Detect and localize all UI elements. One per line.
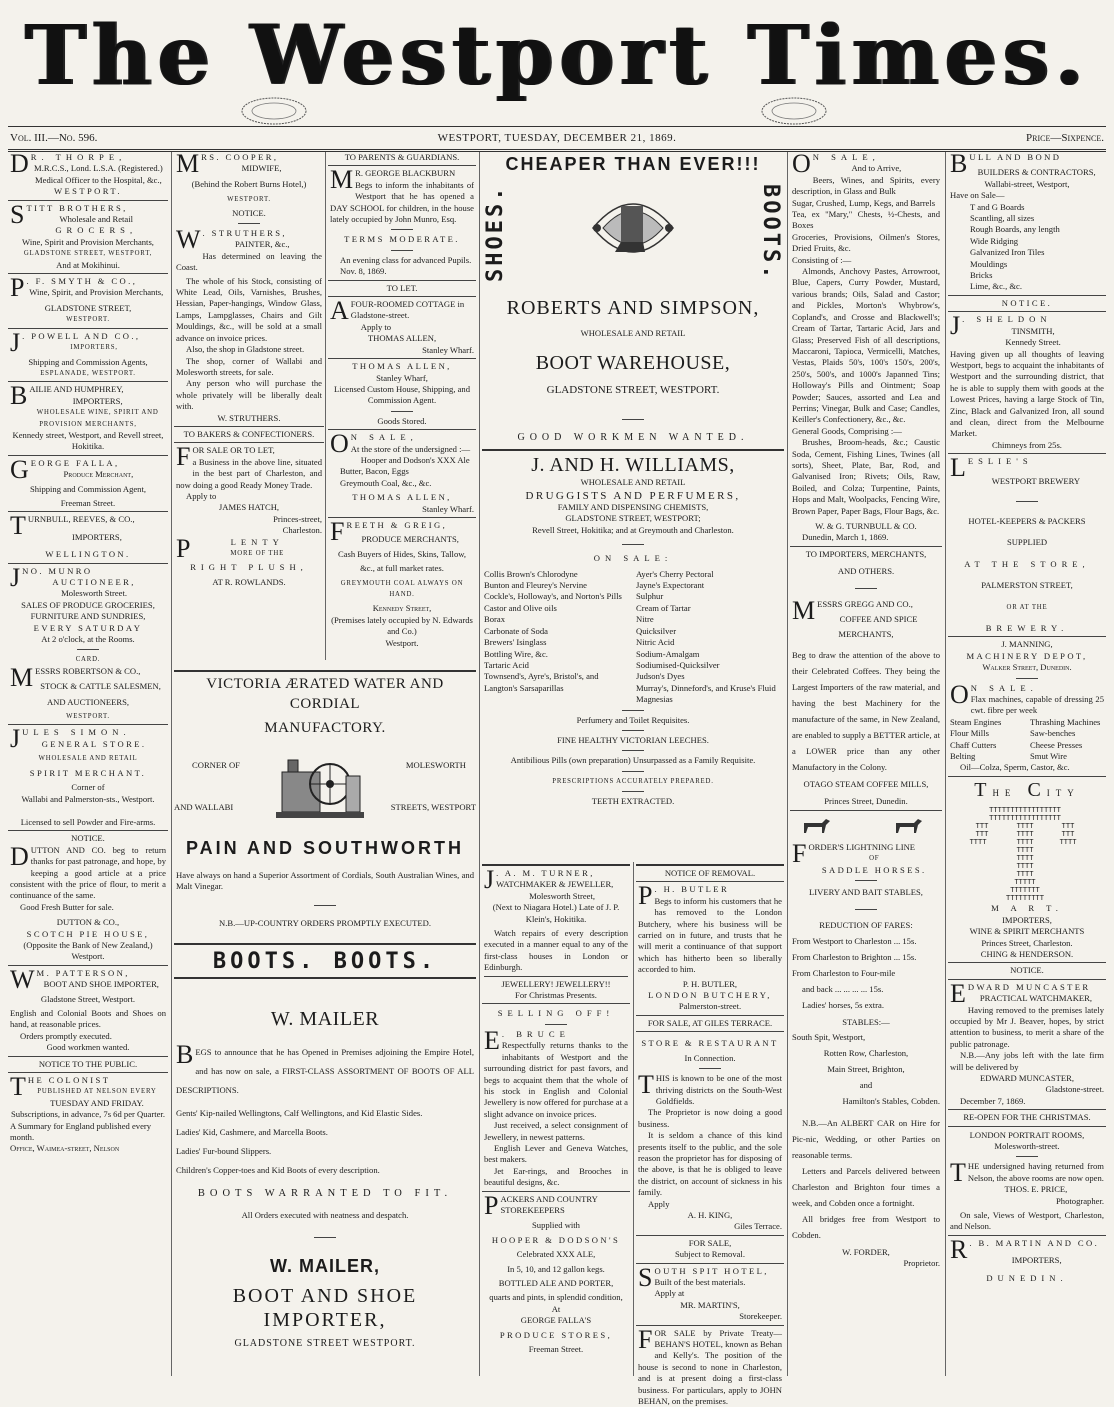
mailer-name-2: W. MAILER, — [270, 1256, 380, 1277]
issue-date: WESTPORT, TUESDAY, DECEMBER 21, 1869. — [437, 132, 677, 144]
ad-turner: J . A. M. TURNER, WATCHMAKER & JEWELLER, Molesworth Street, (Next to Niagara Hotel.) Late of J. P. Klein's, Hokitika. Watch repairs of every description executed in a manner equal to any of the first-class houses in London or Edinburgh. JEWELLERY! JEWELLERY!! For Christmas Presents. — [484, 865, 628, 1001]
column-6: B ULL AND BOND BUILDERS & CONTRACTORS, Wallabi-street, Westport, Have on Sale— T and G Boards Scantling, all sizes Rough Boards, any length Wide Ridging Galvanized Iron Tiles Mouldings Bricks Lime, &c., &c. NOTICE. J . SHELDON TINSMITH, Kennedy Street. Having given up all thoughts of leaving Westport, begs to acquaint the inhabitants of Westport and the surrounding district, that he is able to supply them with goods at the Lowest Prices, having a large Stock of Tin, Zinc, Black and Galvanized Iron, all sound and clean, direct from the Melbourne Market. Chimneys from 25s. L ESLIE'S WESTPORT BREWERY HOTEL-KEEPERS & PACKERS SUPPLIED AT THE STORE, PALMERSTON STREET, OR AT THE BREWERY. J. MANNING, MACHINERY DEPOT, Walker Street, Dunedin. O N SALE. Flax machines, capable of dressing 25 cwt. fibre per week Steam Engines Flour Mills Chaff Cutters Belting Thrashing Machines Saw-benches Cheese Presses Smut Wire Oil—Colza, Sperm, Castor, &c. THE CITY TTTTTTTTTTTTTTTTT TTTTTTTTTTTTTTTTT TTT TTTT TTT TTT TTTT TTT TTTT TTTT TTTT TTTT TTTT TTTT TTTT TTTTT TTTTTTT TTTTTTTTT M A R T. IMPORTERS, WINE & SPIRIT MERCHANTS Princes Street, Charleston. CHING & HENDERSON. NOTICE. E DWARD MUNCASTER PRACTICAL WATCHMAKER, Having removed to the premises lately occupied by Mr J. Beaver, hopes, by strict attention to business, to merit a share of the public patronage. N.B.—Any jobs left with the late firm will be delivered by EDWARD MUNCASTER, Gladstone-street. December 7, 1869. RE-OPEN FOR THE CHRISTMAS. LONDON PORTRAIT ROOMS, Molesworth-street. T HE undersigned having returned from Nelson, the above rooms are now open. THOS. E. PRICE, Photographer. On sale, Views of Westport, Charleston, and Nelson. R . B. MARTIN AND CO. IMPORTERS, DUNEDIN. — [950, 149, 1104, 1283]
public-notice-heading: NOTICE TO THE PUBLIC. — [38, 1058, 138, 1069]
divider — [8, 1072, 168, 1073]
newspaper-title: The Westport Times. — [24, 8, 1090, 104]
svg-text:TTT: TTT — [975, 829, 989, 838]
ad-city-mart: THE CITY TTTTTTTTTTTTTTTTT TTTTTTTTTTTTTTTTT TTT TTTT TTT TTT TTTT TTT TTTT TTTT TTTT TTTT TTTT TTTT TTTT TTTTT TTTTTTT TTTTTTTTT M A R T. IMPORTERS, WINE & SPIRIT MERCHANTS Princes Street, Charleston. CHING & HENDERSON. — [950, 779, 1104, 960]
mailer-items: Gents' Kip-nailed Wellingtons, Calf Wellingtons, and Kid Elastic Sides. Ladies' Kid, Cashmere, and Marcella Boots. Ladies' Fur-bound Slippers. Children's Copper-toes and Kid Boots of every description. — [176, 1108, 423, 1176]
ad-falla: G EORGE FALLA, Produce Merchant, Shipping and Commission Agent, Freeman Street. — [10, 454, 147, 508]
shoes-vertical-label: SHOES. — [483, 184, 508, 282]
ad-on-sale-allen: O N SALE, At the store of the undersigned :— Hooper and Dodson's XXX Ale Butter, Bacon, Eggs Greymouth Coal, &c., &c. THOMAS ALLEN, Stanley Wharf. — [330, 429, 474, 514]
svg-text:TTTT: TTTT — [1016, 829, 1034, 838]
ad-martin-dunedin: R . B. MARTIN AND CO. IMPORTERS, DUNEDIN. — [950, 1234, 1100, 1283]
ad-mrs-cooper: M RS. COOPER, MIDWIFE, (Behind the Robert Burns Hotel,) WESTPORT. — [176, 149, 307, 204]
svg-text:TTTT: TTTT — [1016, 821, 1034, 830]
stamp-seal-right — [760, 96, 828, 126]
boots-heading: BOOTS. BOOTS. — [212, 949, 438, 975]
ad-bruce: E . BRUCE Respectfully returns thanks to the inhabitants of Westport and the surrounding district for past favors, and begs to acquaint them that the whole of his stock in English and Colonial Jewellery is now offered for purchase at a slight advance on invoice prices. Just received, a select consignment of Jewellery, in newest patterns. English Lever and Geneva Watches, best makers. Jet Ear-rings, and Brooches in beautiful designs, &c. — [484, 1025, 628, 1188]
divider — [328, 296, 476, 297]
horse-engravings — [792, 813, 940, 839]
drug-list-left: Collis Brown's Chlorodyne Bunton and Fleurey's Nervine Cockle's, Holloway's, and Norton's Pills Castor and Olive oils Borax Carbonate of Soda Brewers' Isinglass Bottling Wire, &c. Tartaric Acid Townsend's, Ayre's, Bristol's, and Langton's Sarsaparillas — [484, 568, 622, 693]
ad-thomas-allen-agent: THOMAS ALLEN, Stanley Wharf, Licensed Custom House, Shipping, and Commission Agent. Goods Stored. — [333, 361, 471, 426]
divider — [8, 455, 168, 456]
svg-text:TTTTT: TTTTT — [1014, 877, 1036, 886]
ad-baillie: B AILIE AND HUMPHREY, IMPORTERS, WHOLESALE WINE, SPIRIT AND PROVISION MERCHANTS, Kennedy street, Westport, and Revell street, Hokitika. — [10, 381, 164, 452]
svg-text:TTTTTTTTTTTTTTTTT: TTTTTTTTTTTTTTTTT — [989, 813, 1061, 822]
svg-text:TTTT: TTTT — [1016, 853, 1034, 862]
ad-struthers: W . STRUTHERS, PAINTER, &c., Has determined on leaving the Coast. The whole of his Stock, consisting of White Lead, Oils, Varnishes, Brushes, Hessian, Paper-hangings, Window Glass, Lamps, Lampglasses, Chairs and Gilt Mouldings, &c., will be sold at a small advance on invoice prices. Also, the shop in Gladstone street. The shop, corner of Wallabi and Molesworth streets, for sale. Any person who will purchase the whole privately will be liberally dealt with. W. STRUTHERS. — [176, 225, 322, 423]
svg-text:TTTT: TTTT — [969, 837, 987, 846]
ad-munro: J NO. MUNRO AUCTIONEER, Molesworth Street. SALES OF PRODUCE GROCERIES, FURNITURE AND SUNDRIES, EVERY SATURDAY At 2 o'clock, at the Rooms. — [10, 562, 155, 645]
pain-southworth: PAIN AND SOUTHWORTH — [186, 838, 464, 858]
card-heading: CARD. — [75, 656, 101, 664]
ad-behan: F OR SALE by Private Treaty—BEHAN'S HOTEL, known as Behan and Kelly's. The position of the house is second to none in Charleston, and is at present doing a first-class business. For particulars, apply to JOHN BEHAN, on the premises. — [638, 1324, 782, 1407]
stamp-seal-left — [240, 96, 308, 126]
divider — [328, 429, 476, 430]
ad-muncaster: E DWARD MUNCASTER PRACTICAL WATCHMAKER, Having removed to the premises lately occupied by Mr J. Beaver, hopes, by strict attention to business, to merit a share of the public patronage. N.B.—Any jobs left with the late firm will be delivered by EDWARD MUNCASTER, Gladstone-street. December 7, 1869. — [950, 978, 1104, 1106]
selling-off: SELLING OFF! — [497, 1008, 615, 1019]
column-3 — [328, 152, 476, 660]
column-4b: NOTICE OF REMOVAL. P . H. BUTLER Begs to inform his customers that he has removed to the London Butchery, where his business will be carried on in future, and trusts that he will merit a continuance of that support which has hitherto been so liberally accorded to him. P. H. BUTLER, LONDON BUTCHERY, Palmerston-street. FOR SALE, AT GILES TERRACE. STORE & RESTAURANT In Connection. T HIS is known to be one of the most thriving districts on the South-West Goldfields. The Proprietor is now doing a good business. It is seldom a chance of this kind presents itself to the public, and the sole reason the proprietor has for disposing of the above, is that he is obliged to leave the district, on account of sickness in his family. Apply A. H. KING, Giles Terrace. FOR SALE, Subject to Removal. S OUTH SPIT HOTEL, Built of the best materials. Apply at MR. MARTIN'S, Storekeeper. F OR SALE by Private Treaty—BEHAN'S HOTEL, known as Behan and Kelly's. The position of the house is second to none in Charleston, and is at present doing a first-class business. For particulars, apply to JOHN BEHAN, on the premises. — [636, 862, 784, 1376]
svg-text:TTT: TTT — [1061, 829, 1075, 838]
ad-colonist: T HE COLONIST PUBLISHED AT NELSON EVERY TUESDAY AND FRIDAY. Subscriptions, in advance, 7s 6d per Quarter. A Summary for England published every month. Office, Waimea-street, Nelson — [10, 1072, 165, 1154]
column-rule — [171, 152, 172, 1376]
dateline-bar — [8, 126, 1106, 152]
column-1 — [8, 149, 168, 1376]
column-rule — [633, 862, 634, 1376]
svg-text:TTTT: TTTT — [1059, 837, 1077, 846]
divider — [328, 517, 476, 518]
column-rule — [787, 152, 788, 1376]
svg-text:TTTT: TTTT — [1016, 845, 1034, 854]
ad-stitt-brothers: S TITT BROTHERS, Wholesale and Retail GROCERS, Wine, Spirit and Provision Merchants, GLADSTONE STREET, WESTPORT, And at Mokihinui. — [10, 199, 154, 270]
ad-sheldon: J . SHELDON TINSMITH, Kennedy Street. Having given up all thoughts of leaving Westport, begs to acquaint the inhabitants of Westport and the surrounding district, that he is able to supply them with goods at the Lowest Prices, having a large Stock of Tin, Zinc, Black and Galvanized Iron, all sound and clean, direct from the Melbourne Market. Chimneys from 25s. — [950, 311, 1104, 450]
column-rule — [945, 152, 946, 1376]
divider — [8, 1056, 168, 1057]
bakers-heading: TO BAKERS & CONFECTIONERS. — [183, 428, 315, 439]
svg-text:TTTTTTTTT: TTTTTTTTT — [1006, 893, 1044, 902]
ad-patterson: W M. PATTERSON, BOOT AND SHOE IMPORTER, Gladstone Street, Westport. English and Colonial Boots and Shoes on hand, at reasonable prices. Orders promptly executed. Good workmen wanted. — [10, 964, 166, 1053]
ad-cottage: A FOUR-ROOMED COTTAGE in Gladstone-street. Apply to THOMAS ALLEN, Stanley Wharf. — [330, 296, 474, 355]
column-2 — [174, 149, 324, 660]
ad-jules-simon: J ULES SIMON. GENERAL STORE. WHOLESALE AND RETAIL SPIRIT MERCHANT. Corner of Wallabi and Palmerston-sts., Westport. Licensed to sell Powder and Fire-arms. — [10, 724, 156, 827]
svg-text:TTTTTTTTTTTTTTTTT: TTTTTTTTTTTTTTTTT — [989, 805, 1061, 814]
divider — [8, 511, 168, 512]
tolet-heading: TO LET. — [386, 282, 418, 293]
ad-giles-terrace: T HIS is known to be one of the most thriving districts on the South-West Goldfields. The Proprietor is now doing a good business. It is seldom a chance of this kind presents itself to the public, and the sole reason the proprietor has for disposing of the above, is that he is obliged to leave the district, on account of sickness in his family. Apply A. H. KING, Giles Terrace. — [638, 1070, 782, 1232]
divider — [8, 381, 168, 382]
boots-vertical-label: BOOTS. — [758, 184, 783, 282]
ad-turnbull-dunedin: O N SALE, And to Arrive, Beers, Wines, and Spirits, every description, in Glass and Bulk Sugar, Crushed, Lump, Kegs, and Barrels Tea, ex "Mary," Chests, ½-Chests, and Boxes Groceries, Provisions, Oilmen's Stores, Dried Fruits, &c. Consisting of :— Almonds, Anchovy Pastes, Arrowroot, Blue, Capers, Curry Powder, Mustard, various brands; Oils, Salad and Castor; and Pickles, Morton's Whybrow's, Copland's, and Crosse and Blackwell's; Cream of Tartar, Tartaric Acid, Jars and Glass; Preserved Fish of all descriptions, Maccaroni, Tapioca, Vermicelli, Matches, Vestas, Plaids 50's, 100's 150's, 200's, 250's, 500's, and 1000's Japanned Tins; Holloway's Pills and Ointment; Soap Powder; Sauces, assorted and Lea and Perrins; Vinegar, Bulk and Case; Candles, Keiller's Confectionery, &c., &c. General Goods, Comprising :— Brushes, Broom-heads, &c.; Caustic Soda, Cement, Fishing Lines, Twines (all sorts), Sheet, Plate, Bar, Rod, and Galvanised Iron; Rivets; Oils, Raw, Boiled, and Colza; Turpentine, Paints, Hops and Malt, Woolpacks, Fencing Wire, Brown Paper, Paper Bags, Flour Bags, &c. W. & G. TURNBULL & CO. Dunedin, March 1, 1869. — [792, 149, 940, 543]
parents-heading: TO PARENTS & GUARDIANS. — [344, 152, 460, 162]
boots-shoes-banner — [482, 176, 784, 296]
ad-dutton: D UTTON AND CO. beg to return thanks for past patronage, and hope, by keeping a good article at a price consistent with the price of flour, to merit a continuance of the same. Good Fresh Butter for sale. DUTTON & CO., SCOTCH PIE HOUSE, (Opposite the Bank of New Zealand,) Westport. — [10, 841, 166, 962]
column-rule — [479, 152, 480, 1376]
ad-freeth-greig: F REETH & GREIG, PRODUCE MERCHANTS, Cash Buyers of Hides, Skins, Tallow, &c., at full market rates. GREYMOUTH COAL ALWAYS ON HAND. Kennedy Street, (Premises lately occupied by N. Edwards and Co.) Westport. — [330, 516, 473, 648]
machinery-engraving — [272, 742, 368, 822]
drug-list-right: Ayer's Cherry Pectoral Jayne's Expectorant Sulphur Cream of Tartar Nitre Quicksilver Nitric Acid Sodium-Amalgam Sodiumised-Quicksilver Judson's Dyes Murray's, Dinneford's, and Kruse's Fluid Magnesias — [636, 568, 776, 705]
masthead — [0, 0, 1114, 144]
machinery-list: Steam Engines Flour Mills Chaff Cutters Belting Thrashing Machines Saw-benches Cheese Presses Smut Wire — [950, 716, 1101, 762]
ad-south-spit: S OUTH SPIT HOTEL, Built of the best materials. Apply at MR. MARTIN'S, Storekeeper. — [638, 1262, 782, 1322]
divider — [8, 273, 168, 274]
column-4a — [482, 862, 630, 1376]
ad-robertson: M ESSRS ROBERTSON & CO., STOCK & CATTLE SALESMEN, AND AUCTIONEERS, WESTPORT. — [10, 662, 161, 721]
svg-text:TTTT: TTTT — [1016, 869, 1034, 878]
svg-text:TTTTTTT: TTTTTTT — [1010, 885, 1040, 894]
price: Price—Sixpence. — [1026, 132, 1104, 144]
divider — [328, 280, 476, 281]
ad-butler: P . H. BUTLER Begs to inform his customers that he has removed to the London Butchery, where his business will be carried on in future, and trusts that he will merit a continuance of that support which has hitherto been so liberally accorded to him. P. H. BUTLER, LONDON BUTCHERY, Palmerston-street. — [638, 881, 782, 1012]
t-pattern-ornament — [950, 804, 1100, 900]
divider — [174, 442, 324, 443]
victoria-address-block: CORNER OF MOLESWORTH AND WALLABI STREETS, WESTPORT — [174, 742, 476, 826]
divider — [8, 563, 168, 564]
svg-text:TTT: TTT — [1061, 821, 1075, 830]
ornamental-boot-engraving — [583, 180, 683, 276]
ad-smyth: P . F. SMYTH & CO., Wine, Spirit, and Provision Merchants, GLADSTONE STREET, WESTPORT. — [10, 273, 164, 324]
divider — [328, 358, 476, 359]
divider — [8, 830, 168, 831]
victoria-title: VICTORIA ÆRATED WATER AND CORDIAL — [206, 676, 444, 712]
svg-text:TTTT: TTTT — [1016, 837, 1034, 846]
ad-turnbull-reeves: T URNBULL, REEVES, & CO., IMPORTERS, WELLINGTON. — [10, 511, 135, 560]
divider — [8, 724, 168, 725]
svg-text:TTT: TTT — [975, 821, 989, 830]
mailer-name: W. MAILER — [270, 1008, 380, 1031]
column-5: O N SALE, And to Arrive, Beers, Wines, and Spirits, every description, in Glass and Bulk Sugar, Crushed, Lump, Kegs, and Barrels Tea, ex "Mary," Chests, ½-Chests, and Boxes Groceries, Provisions, Oilmen's Stores, Dried Fruits, &c. Consisting of :— Almonds, Anchovy Pastes, Arrowroot, Blue, Capers, Curry Powder, Mustard, various brands; Oils, Salad and Castor; and Pickles, Morton's Whybrow's, Copland's, and Crosse and Blackwell's; Cream of Tartar, Tartaric Acid, Jars and Glass; Preserved Fish of all descriptions, Maccaroni, Tapioca, Vermicelli, Matches, Vestas, Plaids 50's, 100's 150's, 200's, 250's, 500's, and 1000's Japanned Tins; Holloway's Pills and Ointment; Soap Powder; Sauces, assorted and Lea and Perrins; Vinegar, Bulk and Case; Candles, Keiller's Confectionery, &c., &c. General Goods, Comprising :— Brushes, Broom-heads, &c.; Caustic Soda, Cement, Fishing Lines, Twines (all sorts), Sheet, Plate, Bar, Rod, and Galvanised Iron; Rivets; Oils, Raw, Boiled, and Colza; Turpentine, Paints, Hops and Malt, Woolpacks, Fencing Wire, Brown Paper, Paper Bags, Flour Bags, &c. W. & G. TURNBULL & CO. Dunedin, March 1, 1869. TO IMPORTERS, MERCHANTS, AND OTHERS. M ESSRS GREGG AND CO., COFFEE AND SPICE MERCHANTS, Beg to draw the attention of the above to their Celebrated Coffees. They being the Largest Importers of the raw material, and having the best Machinery for the manufacture of the same, in New Zealand, are enabled to supply a BETTER article, at a LOWER price than any other Manufactory in the Colony. OTAGO STEAM COFFEE MILLS, Princes Street, Dunedin. F ORDER'S LIGHTNING LINE OF SADDLE HORSES. LIVERY AND BAIT STABLES, REDUCTION OF FARES: From Westport to Charleston ... 15s. From Charleston to Brighton ... 15s. From Charleston to Four-mile and back ... ... ... ... 15s. Ladies' horses, 5s extra. STABLES:— South Spit, Westport, Rotten Row, Charleston, Main Street, Brighton, and Hamilton's Stables, Cobden. N.B.—An ALBERT CAR on Hire for Pic-nic, Wedding, or other Parties on reasonable terms. Letters and Parcels delivered between Charleston and Brighton four times a week, and Cobden once a fortnight. All bridges free from Westport to Cobden. W. FORDER, Proprietor. — [792, 149, 940, 1268]
divider — [8, 200, 168, 201]
ad-packers: P ACKERS AND COUNTRY STOREKEEPERS Supplied with HOOPER & DODSON'S Celebrated XXX ALE, In 5, 10, and 12 gallon kegs. BOTTLED ALE AND PORTER, quarts and pints, in splendid condition, At GEORGE FALLA'S PRODUCE STORES, Freeman Street. — [484, 1190, 623, 1355]
mailer-intro: B EGS to announce that he has Opened in Premises adjoining the Empire Hotel, and has now on sale, a FIRST-CLASS ASSORTMENT OF BOOTS OF ALL DESCRIPTIONS. — [176, 1040, 474, 1096]
workmen-wanted: GOOD WORKMEN WANTED. — [517, 431, 749, 443]
ad-manning: J. MANNING, MACHINERY DEPOT, Walker Street, Dunedin. O N SALE. Flax machines, capable of dressing 25 cwt. fibre per week Steam Engines Flour Mills Chaff Cutters Belting Thrashing Machines Saw-benches Cheese Presses Smut Wire Oil—Colza, Sperm, Castor, &c. — [950, 639, 1104, 773]
ad-plenty: P LENTY MORE OF THE RIGHT PLUSH, AT R. ROWLANDS. — [176, 533, 308, 587]
drug-lists — [484, 569, 782, 706]
ad-bull-bond: B ULL AND BOND BUILDERS & CONTRACTORS, Wallabi-street, Westport, Have on Sale— T and G Boards Scantling, all sizes Rough Boards, any length Wide Ridging Galvanized Iron Tiles Mouldings Bricks Lime, &c., &c. — [950, 149, 1096, 292]
volume-number: Vol. III.—No. 596. — [10, 132, 98, 144]
divider — [174, 426, 324, 427]
city-heading: THE CITY — [974, 778, 1080, 801]
ad-gregg: M ESSRS GREGG AND CO., COFFEE AND SPICE MERCHANTS, Beg to draw the attention of the above to their Celebrated Coffees. They being the Largest Importers of the raw material, and having the best Machinery for the manufacture of the same, in New Zealand, are enabled to supply a BETTER article, at a LOWER price than any other Manufactory in the Colony. OTAGO STEAM COFFEE MILLS, Princes Street, Dunedin. — [792, 595, 940, 807]
notice-heading: NOTICE. — [71, 833, 105, 844]
ad-leslie-brewery: L ESLIE'S WESTPORT BREWERY HOTEL-KEEPERS & PACKERS SUPPLIED AT THE STORE, PALMERSTON STREET, OR AT THE BREWERY. — [950, 453, 1090, 633]
removal-heading: NOTICE OF REMOVAL. — [664, 868, 756, 878]
svg-text:TTTT: TTTT — [1016, 861, 1034, 870]
cheaper-headline: CHEAPER THAN EVER!!! — [505, 154, 761, 174]
jh-williams: J. AND H. WILLIAMS, — [531, 454, 735, 477]
boot-warehouse: BOOT WAREHOUSE, — [535, 352, 731, 375]
column-4: CHEAPER THAN EVER!!! SHOES. BOOTS. ROBERTS AND SIMPSON, WHOLESALE AND RETAIL BOOT WAREHOUSE, GLADSTONE STREET, WESTPORT. GOOD WORKMEN WANTED. J. AND H. WILLIAMS, WHOLESALE AND RETAIL DRUGGISTS AND PERFUMERS, FAMILY AND DISPENSING CHEMISTS, GLADSTONE STREET, WESTPORT; Revell Street, Hokitika; and at Greymouth and Charleston. ON SALE: Collis Brown's Chlorodyne Bunton and Fleurey's Nervine Cockle's, Holloway's, and Norton's Pills Castor and Olive oils Borax Carbonate of Soda Brewers' Isinglass Bottling Wire, &c. Tartaric Acid Townsend's, Ayre's, Bristol's, and Langton's Sarsaparillas Ayer's Cherry Pectoral Jayne's Expectorant Sulphur Cream of Tartar Nitre Quicksilver Nitric Acid Sodium-Amalgam Sodiumised-Quicksilver Judson's Dyes Murray's, Dinneford's, and Kruse's Fluid Magnesias Perfumery and Toilet Requisites. FINE HEALTHY VICTORIAN LEECHES. Antibilious Pills (own preparation) Unsurpassed as a Family Requisite. PRESCRIPTIONS ACCURATELY PREPARED. TEETH EXTRACTED. — [483, 154, 783, 807]
victoria-aerated-water-ad: VICTORIA ÆRATED WATER AND CORDIAL MANUFACTORY. CORNER OF MOLESWORTH AND WALLABI STREETS, WESTPORT PAIN AND SOUTHWORTH Have always on hand a Superior Assortment of Cordials, South Australian Wines, and Malt Vinegar. N.B.—UP-COUNTRY ORDERS PROMPTLY EXECUTED. BOOTS. BOOTS. W. MAILER B EGS to announce that he has Opened in Premises adjoining the Empire Hotel, and has now on sale, a FIRST-CLASS ASSORTMENT OF BOOTS OF ALL DESCRIPTIONS. Gents' Kip-nailed Wellingtons, Calf Wellingtons, and Kid Elastic Sides. Ladies' Kid, Cashmere, and Marcella Boots. Ladies' Fur-bound Slippers. Children's Copper-toes and Kid Boots of every description. BOOTS WARRANTED TO FIT. All Orders executed with neatness and despatch. W. MAILER, BOOT AND SHOE IMPORTER, GLADSTONE STREET WESTPORT. — [174, 668, 476, 1376]
ad-blackburn: M R. GEORGE BLACKBURN Begs to inform the inhabitants of Westport that he has opened a DAY SCHOOL for children, in the house lately occupied by John Munro, Esq. TERMS MODERATE. An evening class for advanced Pupils. Nov. 8, 1869. — [330, 165, 474, 277]
boots-warranted: BOOTS WARRANTED TO FIT. — [197, 1188, 453, 1200]
notice-heading: NOTICE. — [232, 207, 266, 218]
ad-forder: F ORDER'S LIGHTNING LINE OF SADDLE HORSES. LIVERY AND BAIT STABLES, REDUCTION OF FARES: From Westport to Charleston ... 15s. From Charleston to Brighton ... 15s. From Charleston to Four-mile and back ... ... ... ... 15s. Ladies' horses, 5s extra. STABLES:— South Spit, Westport, Rotten Row, Charleston, Main Street, Brighton, and Hamilton's Stables, Cobden. N.B.—An ALBERT CAR on Hire for Pic-nic, Wedding, or other Parties on reasonable terms. Letters and Parcels delivered between Charleston and Brighton four times a week, and Cobden once a fortnight. All bridges free from Westport to Cobden. W. FORDER, Proprietor. — [792, 813, 940, 1270]
roberts-simpson: ROBERTS AND SIMPSON, — [506, 297, 760, 319]
ad-powell: J . POWELL AND CO., IMPORTERS, Shipping and Commission Agents, ESPLANADE, WESTPORT. — [10, 327, 148, 377]
ad-hatch: F OR SALE OR TO LET, a Business in the above line, situated in the best part of Charleston, and now doing a good Ready Money Trade. Apply to JAMES HATCH, Princes-street, Charleston. — [176, 442, 322, 536]
ad-portrait-rooms: LONDON PORTRAIT ROOMS, Molesworth-street. T HE undersigned having returned from Nelson, the above rooms are now open. THOS. E. PRICE, Photographer. On sale, Views of Westport, Charleston, and Nelson. — [950, 1129, 1104, 1232]
ad-thorpe: D R. THORPE, M.R.C.S., Lond. L.S.A. (Registered.) Medical Officer to the Hospital, &c., WESTPORT. — [10, 149, 163, 197]
divider — [8, 328, 168, 329]
column-rule — [325, 152, 326, 660]
